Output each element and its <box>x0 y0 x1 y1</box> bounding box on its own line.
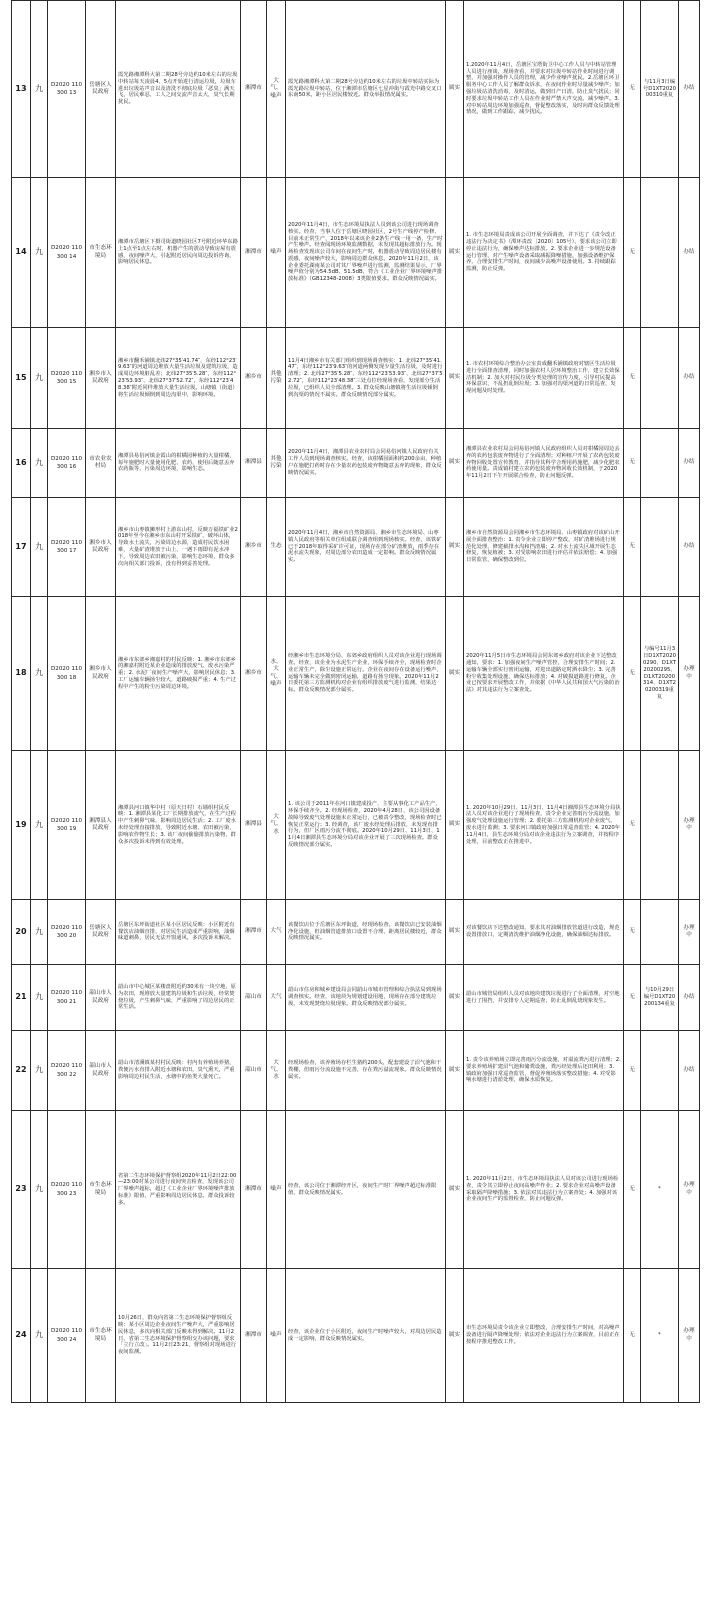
complaint-text: 湘潭县易俗河镇金霞山的柑橘园种植的大量柑橘，每年施肥时大量使用化肥、农药，使用后随意丢弃农药瓶等，污染周边环境，影响生态。 <box>116 429 241 498</box>
case-number: 16 <box>12 429 31 498</box>
batch-label: 九 <box>31 1269 48 1403</box>
remark <box>641 498 679 597</box>
pollution-type: 大气、水 <box>267 751 286 900</box>
case-number: 13 <box>12 1 31 178</box>
penalty: 无 <box>624 1269 641 1403</box>
verdict: 属实 <box>446 965 464 1031</box>
complaint-text: 省第二生态环境保护督察组2020年11月2日22:00—23:00对某公司进行夜间突击检查，发现该公司厂界噪声超标，超过《工业企业厂界环境噪声排放标准》限值，严重影响周边居民休息，群众投诉较多。 <box>116 1111 241 1269</box>
region: 湘乡市 <box>241 597 267 751</box>
penalty: 无 <box>624 429 641 498</box>
verdict: 属实 <box>446 900 464 965</box>
investigation-finding: 1. 该公司于2011年在河口镇建成投产，主要从事化工产品生产，环保手续齐全。2. 经现场检查，2020年4月28日，该公司因设备故障导致废气处理设施未正常运行，已被责令整改，现场检查时已恢复正常运行；3. 经调查，该厂废水经处理后排放，未发现直排行为，但厂区雨污分流不彻底。2020年10月29日、11月3日、11月4日湘潭县生态环境分局对该企业开展了三次现场检查。群众反映情况部分属实。 <box>286 751 446 900</box>
case-code: D2020 110300 15 <box>48 328 86 429</box>
complaint-text: 霞光路湘潭科大第二期28号旁边约10米左右的垃圾中转站每天凌晨4、5点开始进行清运垃圾，垃圾车进出垃圾站声音以及清洗不彻底垃圾「恶臭」满天飞，居民难忍，工人之间交流声音太大，臭气长期扰民。 <box>116 1 241 178</box>
region: 湘潭市 <box>241 1111 267 1269</box>
complaint-text: 湘乡市翻禾铺镇北纬27°35′41.74″，东经112°23′9.63″的河道周边堆放大量生活垃圾及建筑垃圾，造成周边环境脏乱差；北纬27°35′5.28″，东经112°23′53.93″、北纬27°37′52.72″，东经112°23′48.38″附近同样堆放大量生活垃圾。山塘镇（街道）将生活垃圾倾倒到周边沟渠中，影响环境。 <box>116 328 241 429</box>
handling-measures: 2020年11月5日市生态环境局会同东郊乡政府对该企业下达整改通知，要求：1. 加强夜间生产噪声管控，合理安排生产时间；2. 运输车辆全部实行密闭运输，对进出道路定时洒水降尘；3. 完善粉尘收集处理设施，确保达标排放；4. 对破损道路进行修复。企业已按要求开展整改工作，并依据《中华人民共和国大气污染防治法》对其违法行为立案查处。 <box>464 597 624 751</box>
verdict: 属实 <box>446 429 464 498</box>
case-table-sheet <box>11 0 699 1403</box>
investigation-finding: 经查，该公司位于湘潭经开区，夜间生产时厂界噪声超过标准限值，群众反映情况属实。 <box>286 1111 446 1269</box>
responsible-unit: 市生态环境局 <box>86 178 116 328</box>
batch-label: 九 <box>31 900 48 965</box>
region: 湘潭市 <box>241 178 267 328</box>
status: 办理中 <box>679 751 700 900</box>
responsible-unit: 湘潭县人民政府 <box>86 751 116 900</box>
pollution-type: 噪声 <box>267 178 286 328</box>
table-row <box>12 1 700 178</box>
table-row <box>12 1269 700 1403</box>
case-code: D2020 110300 21 <box>48 965 86 1031</box>
case-code: D2020 110300 14 <box>48 178 86 328</box>
table-row <box>12 498 700 597</box>
verdict: 属实 <box>446 751 464 900</box>
case-code: D2020 110300 17 <box>48 498 86 597</box>
case-number: 15 <box>12 328 31 429</box>
handling-measures: 韶山市城管局组织人员对该地块建筑垃圾进行了全面清理，对空地进行了围挡，并安排专人定期巡查，防止乱倒乱烧现象发生。 <box>464 965 624 1031</box>
table-row <box>12 1031 700 1111</box>
handling-measures: 1. 2020年11月2日，市生态环境局执法人员对该公司进行现场检查，责令其立即停止夜间高噪声作业；2. 要求企业对高噪声设备采取隔声降噪措施；3. 依法对其违法行为立案查处；4. 加强对该企业夜间生产的监督检查，防止问题反弹。 <box>464 1111 624 1269</box>
status: 办理中 <box>679 597 700 751</box>
penalty: 无 <box>624 1111 641 1269</box>
remark: * <box>641 1111 679 1269</box>
remark <box>641 900 679 965</box>
remark <box>641 1031 679 1111</box>
investigation-finding: 2020年11月4日，市生态环境局执法人员到该公司进行现场调查核实。经查，当事人位于岳塘区晓园社区，2号生产线停产检修，目前未正常生产，2018年以来该企业2条生产线一用一备，生产时产生噪声。经查阅现场环境监测数据，未发现其超标排放行为。现场检查发现该公司车间在夜间生产时，机器震动导致周边居民楼有震感，夜间噪声较大，影响周边群众休息。2020年11月2日，该企业委托湖南某公司对其厂界噪声进行监测，监测结果显示，厂界噪声值分别为54.5dB、51.5dB，符合《工业企业厂界环境噪声排放标准》（GB12348-2008）3类限值要求。群众反映情况属实。 <box>286 178 446 328</box>
penalty: 无 <box>624 178 641 328</box>
status: 办结 <box>679 498 700 597</box>
pollution-type: 噪声 <box>267 1111 286 1269</box>
table-row <box>12 597 700 751</box>
region: 湘乡市 <box>241 498 267 597</box>
status: 办理中 <box>679 1269 700 1403</box>
status: 办结 <box>679 429 700 498</box>
verdict: 属实 <box>446 498 464 597</box>
case-table <box>11 0 700 1403</box>
investigation-finding: 2020年11月4日，湘潭县农业农村局会同易俗河镇人民政府有关工作人员到现场调查核实。经查，该柑橘园面积约200余亩，种植户在施肥打药时存在少量农药包装废弃物随意丢弃的现象，群众反映情况属实。 <box>286 429 446 498</box>
investigation-finding: 2020年11月4日，湘乡市自然资源局、湘乡市生态环境局、山枣镇人民政府等相关单位组成联合调查组到现场核实。经查，该铁矿已于2018年取得采矿许可证，现场存在部分矿渣堆放，雨季存在泥水流失现象，对周边部分农田造成一定影响。群众反映情况属实。 <box>286 498 446 597</box>
penalty: 无 <box>624 597 641 751</box>
status: 办结 <box>679 1 700 178</box>
investigation-finding: 经现场检查，该养殖场存栏生猪约200头，配套建设了沼气池和干粪棚，但雨污分流设施不完善，存在粪污溢流现象。群众反映情况属实。 <box>286 1031 446 1111</box>
investigation-finding: 经湘乡市生态环境分局、东郊乡政府组织人员对该企业进行现场调查。经查，该企业为水泥生产企业，环保手续齐全，现场检查时企业正常生产，除尘设施正常运行。企业在夜间存在设备运行噪声，运输车辆未完全做到密闭运输，道路有扬尘现象。2020年11月2日委托第三方监测机构对企业有组织排放废气进行监测，结果达标。群众反映情况部分属实。 <box>286 597 446 751</box>
status: 办理中 <box>679 900 700 965</box>
case-code: D2020 110300 23 <box>48 1111 86 1269</box>
status: 办结 <box>679 328 700 429</box>
complaint-text: 韶山市中心城区某楼盘附近约30米有一块空地，原为农田，现堆放大量建筑垃圾和生活垃圾，经常焚烧垃圾，产生刺鼻气味，严重影响了周边居民的正常生活。 <box>116 965 241 1031</box>
handling-measures: 1. 市农村环境综合整治办公室责成翻禾铺镇政府对辖区生活垃圾进行全面排查清理，同时加强农村人居环境整治工作，建立长效保洁机制；2. 加大对村民垃圾分类处理的宣传力度，引导村民提高环保意识，不乱扔乱倒垃圾；3. 加强对沟渠河道的日常巡查，发现问题及时处理。 <box>464 328 624 429</box>
case-code: D2020 110300 13 <box>48 1 86 178</box>
region: 湘乡市 <box>241 328 267 429</box>
responsible-unit: 湘乡市人民政府 <box>86 597 116 751</box>
verdict: 属实 <box>446 328 464 429</box>
complaint-text: 岳塘区东坪街道社区某小区居民反映：小区附近有餐饮店油烟直排，对居民生活造成严重影响，油烟味道刺鼻，居民无法开窗通风，多次投诉未解决。 <box>116 900 241 965</box>
region: 湘潭市 <box>241 1269 267 1403</box>
case-code: D2020 110300 18 <box>48 597 86 751</box>
penalty: 无 <box>624 900 641 965</box>
region: 湘潭市 <box>241 1 267 178</box>
case-code: D2020 110300 16 <box>48 429 86 498</box>
status: 办结 <box>679 178 700 328</box>
region: 湘潭县 <box>241 429 267 498</box>
status: 办理中 <box>679 1111 700 1269</box>
status: 办结 <box>679 1031 700 1111</box>
case-code: D2020 110300 22 <box>48 1031 86 1111</box>
batch-label: 九 <box>31 178 48 328</box>
responsible-unit: 岳塘区人民政府 <box>86 900 116 965</box>
case-number: 20 <box>12 900 31 965</box>
pollution-type: 大气、噪声 <box>267 1 286 178</box>
batch-label: 九 <box>31 498 48 597</box>
case-number: 18 <box>12 597 31 751</box>
status: 办结 <box>679 965 700 1031</box>
handling-measures: 1.2020年11月4日，岳塘区宝塔街卫中心工作人员与中转站管理人员进行座谈，现场查看，并要求对垃圾中转站作业时间进行调整，并加强对操作人员的管理，减少作业噪声扰民。2.岳塘区环卫服务中心工作人员了解群众诉求，在夜间作业时尽量减少噪声；加强垃圾站清洗消毒，及时清运，做到日产日清，防止臭气扰民；同时要求垃圾中转站工作人员在作业时严禁大声交流，减少噪声。3.对中转站周边环境加强巡查，督促整改落实，及时向群众反馈处理情况，做到工作跟踪，减少扰民。 <box>464 1 624 178</box>
remark <box>641 429 679 498</box>
table-row <box>12 328 700 429</box>
remark: 与编号11月3日D1XT20200290、D1XT20200295、D1XT20200314、D1XT20200319重复 <box>641 597 679 751</box>
responsible-unit: 湘乡市人民政府 <box>86 498 116 597</box>
verdict: 属实 <box>446 1111 464 1269</box>
handling-measures: 湘潭县农业农村局会同易俗河镇人民政府组织人员对柑橘园周边丢弃的农药包装废弃物进行了全面清理；对种植户开展了农药包装废弃物回收处置宣传教育，并指导其科学合理用药施肥，减少化肥农药使用量。责成镇村建立农药包装废弃物回收长效机制，于2020年11月2日下午开展联合检查，防止问题反弹。 <box>464 429 624 498</box>
region: 湘潭市 <box>241 900 267 965</box>
penalty: 无 <box>624 328 641 429</box>
batch-label: 九 <box>31 1 48 178</box>
penalty: 无 <box>624 965 641 1031</box>
remark: 与10月29日编号D1XT20200134重复 <box>641 965 679 1031</box>
remark: 与11月3日编号D1XT202000310重复 <box>641 1 679 178</box>
investigation-finding: 韶山市住房和城乡建设局会同韶山市城市管理和综合执法局到现场调查核实。经查，该地块为规划建设用地，现场存在部分建筑垃圾，未发现焚烧垃圾现象。群众反映情况部分属实。 <box>286 965 446 1031</box>
case-number: 23 <box>12 1111 31 1269</box>
complaint-text: 湘乡市山枣镇狮形村上游东山村，反映万福铁矿业2018年至今在湘乡市东山村开采铁矿，破坏山体，导致水土流失，污染周边水源，造成村民饮水困难，大量矿渣堆放于山上，一遇下雨即有泥水冲下，导致周边农田被污染，影响生态环境，群众多次向相关部门投诉，没有得到妥善处理。 <box>116 498 241 597</box>
responsible-unit: 湘乡市人民政府 <box>86 328 116 429</box>
remark <box>641 328 679 429</box>
case-code: D2020 110300 20 <box>48 900 86 965</box>
handling-measures: 1. 市生态环境局责成该公司开展全面调查，并下达了《责令改正违法行为决定书》（潭环责改〔2020〕105号），要求该公司立即停止违法行为，确保噪声达标排放。2. 要求企业进一步规范设备运行管理，对产生噪声设备采取减振降噪措施，加强设备维护保养，合理安排生产时间，夜间减少高噪声设备使用。3. 持续跟踪监测，防止反弹。 <box>464 178 624 328</box>
case-number: 14 <box>12 178 31 328</box>
responsible-unit: 韶山市人民政府 <box>86 965 116 1031</box>
batch-label: 九 <box>31 328 48 429</box>
handling-measures: 市生态环境局责令该企业立即整改，合理安排生产时间，对高噪声设备进行隔声降噪处理；依法对企业违法行为立案调查，目前正在按程序推进整改工作。 <box>464 1269 624 1403</box>
investigation-finding: 该餐饮店位于岳塘区东坪街道，经现场检查，该餐饮店已安装油烟净化设施，但油烟管道排放口设置不合理，距离居民楼较近，群众反映情况属实。 <box>286 900 446 965</box>
region: 湘潭县 <box>241 751 267 900</box>
verdict: 属实 <box>446 1269 464 1403</box>
pollution-type: 大气 <box>267 900 286 965</box>
batch-label: 九 <box>31 429 48 498</box>
table-row <box>12 751 700 900</box>
case-number: 24 <box>12 1269 31 1403</box>
responsible-unit: 市生态环境局 <box>86 1111 116 1269</box>
pollution-type: 大气、水 <box>267 1031 286 1111</box>
pollution-type: 生态 <box>267 498 286 597</box>
table-row <box>12 900 700 965</box>
pollution-type: 其他污染 <box>267 328 286 429</box>
case-code: D2020 110300 19 <box>48 751 86 900</box>
handling-measures: 对该餐饮店下达整改通知，要求其对油烟排放管道进行改造，规范设置排放口，定期清洗维护油烟净化设施，确保油烟达标排放。 <box>464 900 624 965</box>
pollution-type: 其他污染 <box>267 429 286 498</box>
table-row <box>12 965 700 1031</box>
responsible-unit: 韶山市人民政府 <box>86 1031 116 1111</box>
penalty: 无 <box>624 1031 641 1111</box>
verdict: 属实 <box>446 1 464 178</box>
responsible-unit: 市生态环境局 <box>86 1269 116 1403</box>
complaint-text: 湘潭市岳塘区下摄司街道晓园社区7号附近环华东路上1点至1点左右时，机器产生的震动导致房屋有震感，夜间噪声大，引起附近居民向周边投诉咨询，影响居民休息。 <box>116 178 241 328</box>
case-number: 17 <box>12 498 31 597</box>
complaint-text: 湘乡市东郊乡湘嘉村的村民反映：1. 湘乡市东郊乡的湘嘉村附近某企业造成的排放废气、废水污染严重；2. 水泥厂夜间生产噪声大，影响居民休息；3. 工厂运输车辆扬尘较大，道路破损严重；4. 生产过程中产生的粉尘污染周边环境。 <box>116 597 241 751</box>
responsible-unit: 岳塘区人民政府 <box>86 1 116 178</box>
pollution-type: 水、大气、噪声 <box>267 597 286 751</box>
handling-measures: 1. 责令该养殖场立即完善雨污分流设施，对溢流粪污进行清理；2. 要求养殖场扩建沼气池和储粪设施，粪污经处理后还田利用；3. 镇政府加强日常巡查监管，督促养殖场落实整改措施；4. 对受影响水塘进行清淤处理，确保水质恢复。 <box>464 1031 624 1111</box>
remark <box>641 751 679 900</box>
handling-measures: 1. 2020年10月29日、11月3日、11月4日湘潭县生态环境分局执法人员对该企业进行了现场检查，责令企业完善雨污分流设施，加强废气处理设施运行管理；2. 委托第三方监测机构对企业废气、废水进行监测；3. 要求河口镇政府加强日常巡查监管；4. 2020年11月4日，县生态环境分局对该企业违法行为立案调查，并按程序处理，目前整改正在推进中。 <box>464 751 624 900</box>
case-code: D2020 110300 24 <box>48 1269 86 1403</box>
region: 韶山市 <box>241 965 267 1031</box>
verdict: 属实 <box>446 178 464 328</box>
complaint-text: 湘潭县河口镇华中村（原天日村）石墙组村民反映：1. 湘潭县某化工厂长期排放废气，在生产过程中产生刺鼻气味，影响周边居民生活；2. 工厂废水未经处理直接排放，导致附近水塘、农田被污染，影响农作物生长；3. 该厂夜间偷偷排放污染物，群众多次投诉未得到有效处理。 <box>116 751 241 900</box>
penalty: 无 <box>624 498 641 597</box>
table-row <box>12 178 700 328</box>
pollution-type: 大气 <box>267 965 286 1031</box>
case-number: 21 <box>12 965 31 1031</box>
investigation-finding: 霞光路湘潭科大第二期28号旁边约10米左右的垃圾中转站实际为霞光路垃圾中转站，位于湘潭市岳塘区七星冲街与霞光中路交叉口东南50米，距小区居民楼较近。群众举报情况属实。 <box>286 1 446 178</box>
table-row <box>12 429 700 498</box>
table-row <box>12 1111 700 1269</box>
investigation-finding: 经查，该企业位于小区附近，夜间生产时噪声较大，对周边居民造成一定影响，群众反映情况属实。 <box>286 1269 446 1403</box>
investigation-finding: 11月4日湘乡市有关部门组织到现场调查核实：1. 北纬27°35′41.47″，东经112°23′9.63″的河道两侧发现少量生活垃圾，及时进行清理；2. 北纬27°35′5.28″、东经112°23′53.93″、北纬27°37′52.72″，东经112°23′48.38″三处点位经现场查看，发现部分生活垃圾，已组织人员全部清理。3. 群众反映山塘镇将生活垃圾倾倒到沟渠的情况不属实。群众反映情况部分属实。 <box>286 328 446 429</box>
complaint-text: 韶山市清溪镇某村村民反映：村内有养殖场养猪，粪便污水直排入附近水塘和农田，臭气熏天，严重影响周边村民生活，水塘中的鱼类大量死亡。 <box>116 1031 241 1111</box>
batch-label: 九 <box>31 597 48 751</box>
case-number: 22 <box>12 1031 31 1111</box>
complaint-text: 10月26日，群众向省第二生态环境保护督察组反映：某小区周边企业夜间生产噪声大，严重影响居民休息，多次向相关部门反映未得到解决。11月2日，省第二生态环境保护督察组交办该问题，要求「立行立改」。11月2日23:21，督察组对现场进行夜间监测。 <box>116 1269 241 1403</box>
verdict: 属实 <box>446 597 464 751</box>
handling-measures: 湘乡市自然资源局会同湘乡市生态环境局、山枣镇政府对该矿山开展全面排查整治：1. 责令企业立即停产整改，对矿渣堆场进行规范化处理，修建截排水沟和挡渣墙；2. 对水土流失区域开展生态修复，恢复植被；3. 对受影响农田进行评估并依法赔偿；4. 加强日常监管，确保整改到位。 <box>464 498 624 597</box>
penalty: 无 <box>624 1 641 178</box>
remark: * <box>641 1269 679 1403</box>
batch-label: 九 <box>31 1031 48 1111</box>
batch-label: 九 <box>31 751 48 900</box>
responsible-unit: 市农业农村局 <box>86 429 116 498</box>
batch-label: 九 <box>31 1111 48 1269</box>
case-number: 19 <box>12 751 31 900</box>
verdict: 属实 <box>446 1031 464 1111</box>
penalty: 无 <box>624 751 641 900</box>
remark <box>641 178 679 328</box>
batch-label: 九 <box>31 965 48 1031</box>
pollution-type: 噪声 <box>267 1269 286 1403</box>
region: 韶山市 <box>241 1031 267 1111</box>
